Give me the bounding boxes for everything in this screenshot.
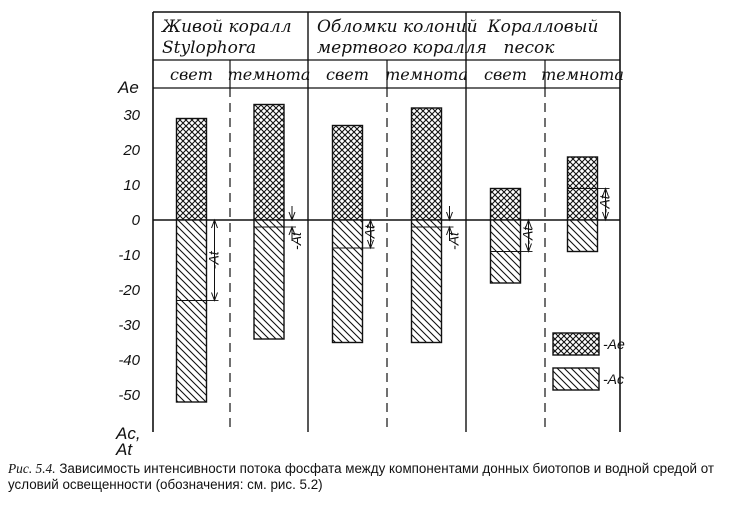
y-axis-label-top: Ae — [118, 78, 139, 97]
at-label: -At — [519, 226, 536, 245]
bars-layer — [177, 105, 613, 403]
at-label: -At — [288, 232, 304, 250]
bar-Ae — [491, 189, 521, 221]
condition-label: свет — [326, 65, 369, 84]
at-label: -At — [205, 251, 222, 270]
y-axis — [115, 78, 141, 459]
figure-caption — [8, 461, 740, 493]
at-label: -At — [445, 232, 462, 250]
y-tick-label: -50 — [118, 387, 140, 404]
legend-label: -Ae — [603, 336, 625, 352]
condition-label: свет — [170, 65, 213, 84]
bar-Ae — [412, 108, 442, 220]
y-axis-label-bottom: Ac, — [116, 424, 141, 443]
caption-text: Зависимость интенсивности потока фосфата между компонентами донных биотопов и водной средой от условий освещенности (обозначения: см. рис. 5.2) — [8, 461, 714, 492]
bar-Ac — [412, 220, 442, 343]
group-title-line1: Живой коралл — [162, 17, 292, 37]
group-title-line2: Stylophora — [162, 38, 257, 58]
y-tick-label: 10 — [123, 177, 140, 194]
bar-Ac — [254, 220, 284, 339]
bar-Ac — [333, 220, 363, 343]
y-axis-label-bottom-2: At — [116, 440, 133, 459]
bar-Ac — [568, 220, 598, 252]
group-title-line2: мертвого коралля — [317, 38, 487, 58]
bar-Ae — [333, 126, 363, 221]
group-title-line1: Коралловый — [487, 17, 599, 37]
condition-label: свет — [484, 65, 527, 84]
condition-label: темнота — [385, 65, 468, 84]
bar-Ae — [254, 105, 284, 221]
at-label: -At — [596, 195, 613, 214]
y-tick-label: -20 — [118, 282, 140, 299]
condition-label: темнота — [227, 65, 311, 84]
legend — [553, 333, 625, 390]
y-tick-label: -40 — [118, 352, 140, 369]
group-title-line1: Обломки колоний — [317, 17, 478, 37]
bar-Ac — [177, 220, 207, 402]
column-headers — [161, 17, 624, 84]
y-tick-label: 20 — [123, 142, 140, 159]
y-tick-label: -10 — [118, 247, 140, 264]
y-tick-label: 0 — [131, 212, 140, 229]
legend-label: -Ac — [603, 371, 624, 387]
group-title-line2: песок — [503, 38, 555, 58]
at-label: -At — [361, 225, 378, 243]
y-tick-label: -30 — [118, 317, 140, 334]
legend-swatch-diagonal — [553, 368, 599, 390]
caption-figure-number: Рис. 5.4. — [8, 461, 56, 476]
legend-swatch-crosshatch — [553, 333, 599, 355]
bar-Ae — [177, 119, 207, 221]
y-tick-label: 30 — [123, 107, 140, 124]
condition-label: темнота — [541, 65, 624, 84]
